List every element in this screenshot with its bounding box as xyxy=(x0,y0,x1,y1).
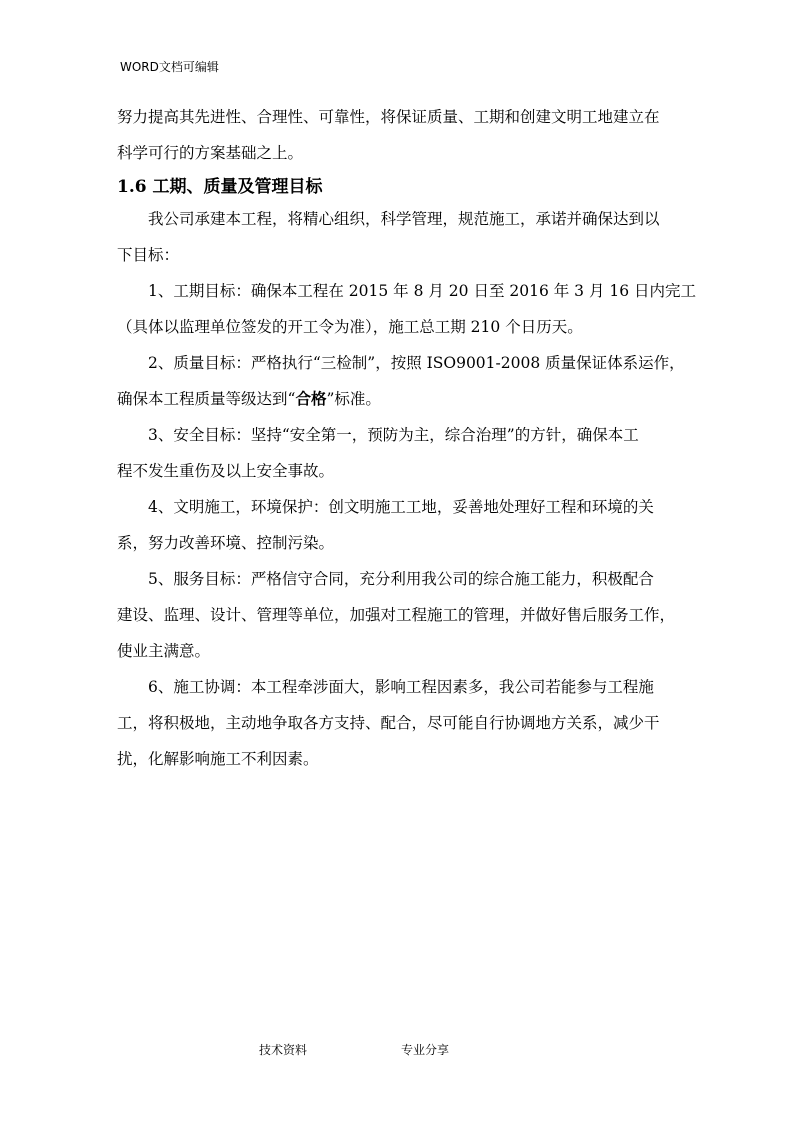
page-header-text: WORD文档可编辑 xyxy=(120,60,219,74)
section-lead-line-2: 下目标： xyxy=(117,246,180,264)
item-2-line-2-suffix: ”标准。 xyxy=(326,390,381,408)
document-body xyxy=(117,104,697,772)
item-3-line-1: 3、安全目标：坚持“安全第一，预防为主，综合治理”的方针，确保本工 xyxy=(148,426,639,444)
item-2-line-2 xyxy=(117,386,677,412)
item-4-line-2: 系，努力改善环境、控制污染。 xyxy=(117,534,335,552)
item-1-line-2: （具体以监理单位签发的开工令为准），施工总工期 210 个日历天。 xyxy=(117,318,583,336)
item-4-line-1: 4、文明施工，环境保护：创文明施工工地，妥善地处理好工程和环境的关 xyxy=(148,498,654,516)
intro-line-2: 科学可行的方案基础之上。 xyxy=(117,144,304,162)
qualified-grade-text: 合格 xyxy=(295,389,327,408)
footer-right-text: 专业分享 xyxy=(401,1043,450,1057)
item-6-line-1: 6、施工协调：本工程牵涉面大，影响工程因素多，我公司若能参与工程施 xyxy=(148,678,654,696)
footer-left-text: 技术资料 xyxy=(259,1043,308,1057)
item-5-line-2: 建设、监理、设计、管理等单位，加强对工程施工的管理，并做好售后服务工作， xyxy=(117,606,676,624)
intro-line-1: 努力提高其先进性、合理性、可靠性，将保证质量、工期和创建文明工地建立在 xyxy=(117,108,660,126)
item-6-line-3: 扰，化解影响施工不利因素。 xyxy=(117,750,319,768)
item-5-line-3: 使业主满意。 xyxy=(117,642,211,660)
item-2-line-2-prefix: 确保本工程质量等级达到“ xyxy=(117,390,296,408)
item-6-line-2: 工，将积极地，主动地争取各方支持、配合，尽可能自行协调地方关系，减少干 xyxy=(117,714,660,732)
section-lead-line-1: 我公司承建本工程，将精心组织，科学管理，规范施工，承诺并确保达到以 xyxy=(148,210,660,228)
item-5-line-1: 5、服务目标：严格信守合同，充分利用我公司的综合施工能力，积极配合 xyxy=(148,570,654,588)
item-1-line-1: 1、工期目标：确保本工程在 2015 年 8 月 20 日至 2016 年 3 月 16 日内完工 xyxy=(148,282,697,300)
section-heading: 1.6 工期、质量及管理目标 xyxy=(117,177,323,197)
item-2-line-1: 2、质量目标：严格执行“三检制”，按照 ISO9001-2008 质量保证体系运作， xyxy=(148,354,685,372)
item-3-line-2: 程不发生重伤及以上安全事故。 xyxy=(117,462,335,480)
